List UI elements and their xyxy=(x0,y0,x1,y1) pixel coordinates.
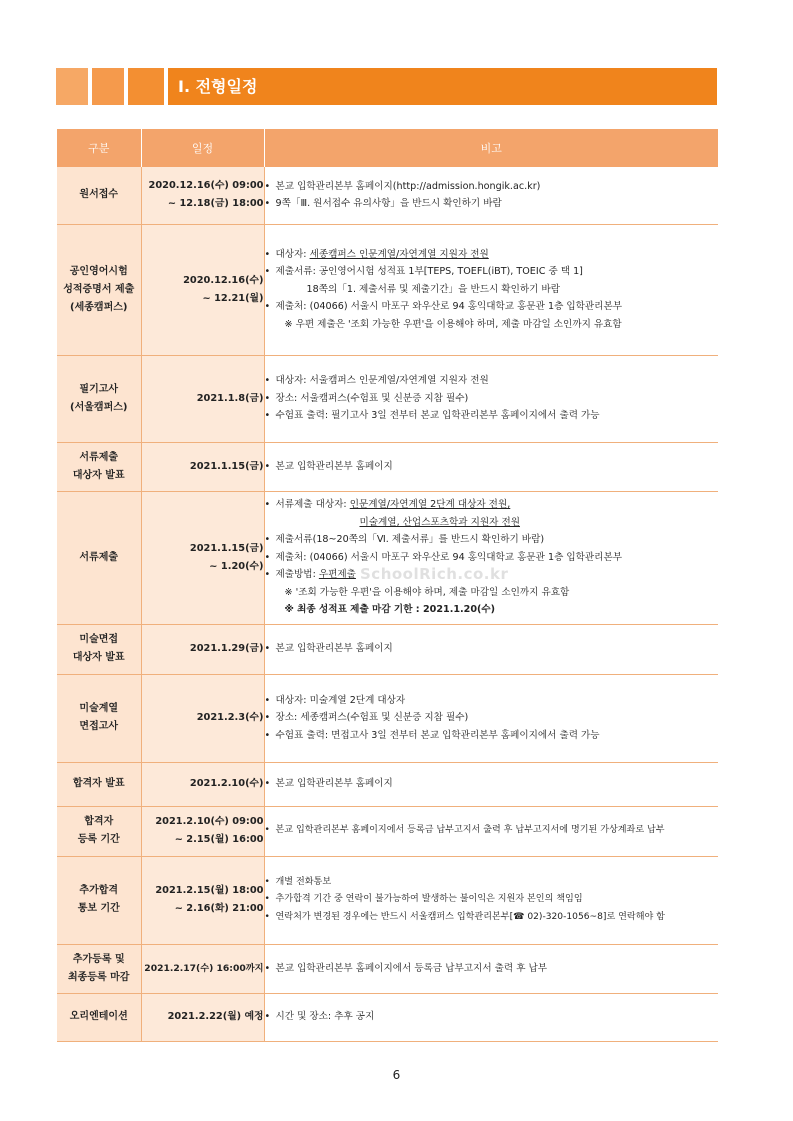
note-item: • 시간 및 장소: 추후 공지 xyxy=(265,1008,719,1026)
row-date xyxy=(141,993,264,1041)
row-notes xyxy=(264,442,718,491)
note-item: • 본교 입학관리본부 홈페이지 xyxy=(265,458,719,476)
category-text: 원서접수 xyxy=(79,189,119,201)
title-accent-block-2 xyxy=(92,68,124,105)
note-prefix: 서류제출 대상자: xyxy=(275,499,350,511)
note-item: • 본교 입학관리본부 홈페이지 xyxy=(265,640,719,658)
row-notes xyxy=(264,856,718,944)
category-line: 성적증명서 제출 xyxy=(63,283,135,295)
category-line: 대상자 발표 xyxy=(72,652,125,663)
table-header-row xyxy=(57,129,718,167)
date-line: 2021.1.29(금) xyxy=(189,643,264,654)
category-line: 서류제출 xyxy=(79,451,119,463)
category-line: 합격자 발표 xyxy=(72,778,125,789)
table-row xyxy=(57,224,718,355)
note-item: • 제출처: (04066) 서울시 마포구 와우산로 94 홍익대학교 홍문관 1층 입학관리본부 xyxy=(265,549,719,567)
note-remark: ※ 우편 제출은 '조회 가능한 우편'을 이용해야 하며, 제출 마감일 소인까지 유효함 xyxy=(284,318,622,330)
header-category: 구분 xyxy=(57,129,141,167)
watermark: SchoolRich.co.kr xyxy=(360,565,509,583)
row-date xyxy=(141,944,264,993)
table-row xyxy=(57,355,718,442)
category-line: 서류제출 xyxy=(79,551,119,563)
category-line: 미술면접 xyxy=(79,634,119,645)
category-line: 면접고사 xyxy=(79,721,119,732)
date-line: ~ 2.16(화) 21:00 xyxy=(174,903,264,914)
date-line: 2020.12.16(수) xyxy=(183,274,264,286)
category-line: 합격자 xyxy=(84,816,114,827)
table-row xyxy=(57,806,718,856)
date-line: 2020.12.16(수) 09:00 xyxy=(148,180,264,192)
row-category xyxy=(57,993,141,1041)
table-row xyxy=(57,624,718,674)
title-accent-block-1 xyxy=(56,68,88,105)
note-continuation: 18쪽의「1. 제출서류 및 제출기간」을 반드시 확인하기 바람 xyxy=(306,283,560,295)
date-line: 2021.1.8(금) xyxy=(196,392,264,404)
note-item xyxy=(265,246,719,264)
row-date xyxy=(141,224,264,355)
note-prefix: 제출방법: xyxy=(275,569,319,581)
note-item: • 장소: 서울캠퍼스(수험표 및 신분증 지참 필수) xyxy=(265,390,719,408)
category-line: 추가합격 xyxy=(79,885,119,896)
row-notes xyxy=(264,167,718,224)
note-item: • 대상자: 미술계열 2단계 대상자 xyxy=(265,692,719,710)
note-item: • 수험표 출력: 필기고사 3일 전부터 본교 입학관리본부 홈페이지에서 출력 가능 xyxy=(265,407,719,425)
note-underlined-text: 미술계열, 산업스포츠학과 지원자 전원 xyxy=(359,516,520,528)
note-item xyxy=(265,496,719,514)
category-line: 공인영어시험 xyxy=(69,265,128,277)
row-notes xyxy=(264,806,718,856)
date-line: 2021.2.22(월) 예정 xyxy=(167,1011,264,1022)
date-line: 2021.2.10(수) 09:00 xyxy=(155,816,264,827)
category-line: 통보 기간 xyxy=(77,903,120,914)
header-note: 비고 xyxy=(264,129,718,167)
row-category xyxy=(57,355,141,442)
date-line: 2021.1.15(금) xyxy=(189,460,264,472)
note-continuation xyxy=(265,514,719,532)
table-row xyxy=(57,491,718,624)
note-item: • 연락처가 변경된 경우에는 반드시 서울캠퍼스 입학관리본부[☎ 02)-320-1056~8]로 연락해야 함 xyxy=(265,909,719,927)
category-line: (서울캠퍼스) xyxy=(70,401,128,413)
category-line: 최종등록 마감 xyxy=(68,971,130,983)
note-item: • 제출처: (04066) 서울시 마포구 와우산로 94 홍익대학교 홍문관 1층 입학관리본부 xyxy=(265,298,719,316)
table-row xyxy=(57,762,718,806)
row-date xyxy=(141,856,264,944)
date-line: ~ 12.18(금) 18:00 xyxy=(167,198,264,210)
row-notes xyxy=(264,674,718,762)
date-line: ~ 1.20(수) xyxy=(209,560,264,572)
table-row xyxy=(57,993,718,1041)
row-date xyxy=(141,674,264,762)
row-category xyxy=(57,856,141,944)
header-date: 일정 xyxy=(141,129,264,167)
row-category xyxy=(57,167,141,224)
date-line: ~ 2.15(월) 16:00 xyxy=(174,834,264,845)
row-category xyxy=(57,224,141,355)
row-notes xyxy=(264,491,718,624)
category-line: 미술계열 xyxy=(79,703,119,714)
row-date xyxy=(141,491,264,624)
row-category xyxy=(57,442,141,491)
row-category xyxy=(57,674,141,762)
date-line: 2021.2.17(수) 16:00까지 xyxy=(144,962,264,974)
table-row xyxy=(57,442,718,491)
schedule-table xyxy=(57,129,718,1042)
note-item: • 개별 전화통보 xyxy=(265,874,719,892)
note-remark-bold: ※ 최종 성적표 제출 마감 기한 : 2021.1.20(수) xyxy=(284,604,496,616)
row-date xyxy=(141,442,264,491)
row-notes xyxy=(264,762,718,806)
row-category xyxy=(57,944,141,993)
note-item: • 본교 입학관리본부 홈페이지 xyxy=(265,775,719,793)
row-notes xyxy=(264,624,718,674)
note-item: • 제출서류: 공인영어시험 성적표 1부[TEPS, TOEFL(iBT), TOEIC 중 택 1] xyxy=(265,263,719,281)
note-item: • 본교 입학관리본부 홈페이지에서 등록금 납부고지서 출력 후 납부고지서에 명기된 가상계좌로 납부 xyxy=(265,822,719,840)
category-line: (세종캠퍼스) xyxy=(70,301,128,313)
page-number: 6 xyxy=(392,1068,401,1082)
date-line: 2021.1.15(금) xyxy=(189,542,264,554)
row-date xyxy=(141,806,264,856)
row-date xyxy=(141,355,264,442)
note-item: • 수험표 출력: 면접고사 3일 전부터 본교 입학관리본부 홈페이지에서 출력 가능 xyxy=(265,727,719,745)
table-row xyxy=(57,167,718,224)
note-remark: ※ '조회 가능한 우편'을 이용해야 하며, 제출 마감일 소인까지 유효함 xyxy=(284,586,570,598)
section-title: Ⅰ. 전형일정 xyxy=(168,68,717,105)
note-item: • 본교 입학관리본부 홈페이지(http://admission.hongik.ac.kr) xyxy=(265,178,719,196)
row-notes xyxy=(264,224,718,355)
note-underlined-text: 세종캠퍼스 인문계열/자연계열 지원자 전원 xyxy=(309,248,489,260)
date-line: ~ 12.21(월) xyxy=(202,292,264,304)
date-line: 2021.2.15(월) 18:00 xyxy=(155,885,264,896)
row-notes xyxy=(264,993,718,1041)
row-category xyxy=(57,491,141,624)
row-category xyxy=(57,806,141,856)
date-line: 2021.2.10(수) xyxy=(189,778,264,789)
table-row xyxy=(57,944,718,993)
category-line: 추가등록 및 xyxy=(72,953,125,965)
note-underlined-text: 우편제출 xyxy=(318,569,356,581)
table-row xyxy=(57,856,718,944)
note-prefix: 대상자: xyxy=(275,248,310,260)
note-item: • 본교 입학관리본부 홈페이지에서 등록금 납부고지서 출력 후 납부 xyxy=(265,960,719,978)
note-item: • 대상자: 서울캠퍼스 인문계열/자연계열 지원자 전원 xyxy=(265,372,719,390)
row-notes xyxy=(264,355,718,442)
table-row xyxy=(57,674,718,762)
category-line: 대상자 발표 xyxy=(72,469,125,481)
row-notes xyxy=(264,944,718,993)
row-category xyxy=(57,624,141,674)
category-line: 오리엔테이션 xyxy=(69,1011,128,1022)
note-underlined-text: 인문계열/자연계열 2단계 대상자 전원, xyxy=(349,499,511,511)
note-item: • 제출서류(18~20쪽의「Ⅵ. 제출서류」를 반드시 확인하기 바람) xyxy=(265,531,719,549)
row-category xyxy=(57,762,141,806)
row-date xyxy=(141,624,264,674)
note-item: • 장소: 세종캠퍼스(수험표 및 신분증 지참 필수) xyxy=(265,709,719,727)
category-line: 등록 기간 xyxy=(77,834,120,845)
section-title-bar xyxy=(56,68,717,105)
row-date xyxy=(141,167,264,224)
note-item: • 추가합격 기간 중 연락이 불가능하여 발생하는 불이익은 지원자 본인의 책임임 xyxy=(265,891,719,909)
category-line: 필기고사 xyxy=(79,383,119,395)
title-accent-block-3 xyxy=(128,68,164,105)
row-date xyxy=(141,762,264,806)
note-item: • 9쪽「Ⅲ. 원서접수 유의사항」을 반드시 확인하기 바람 xyxy=(265,195,719,213)
date-line: 2021.2.3(수) xyxy=(196,712,264,723)
